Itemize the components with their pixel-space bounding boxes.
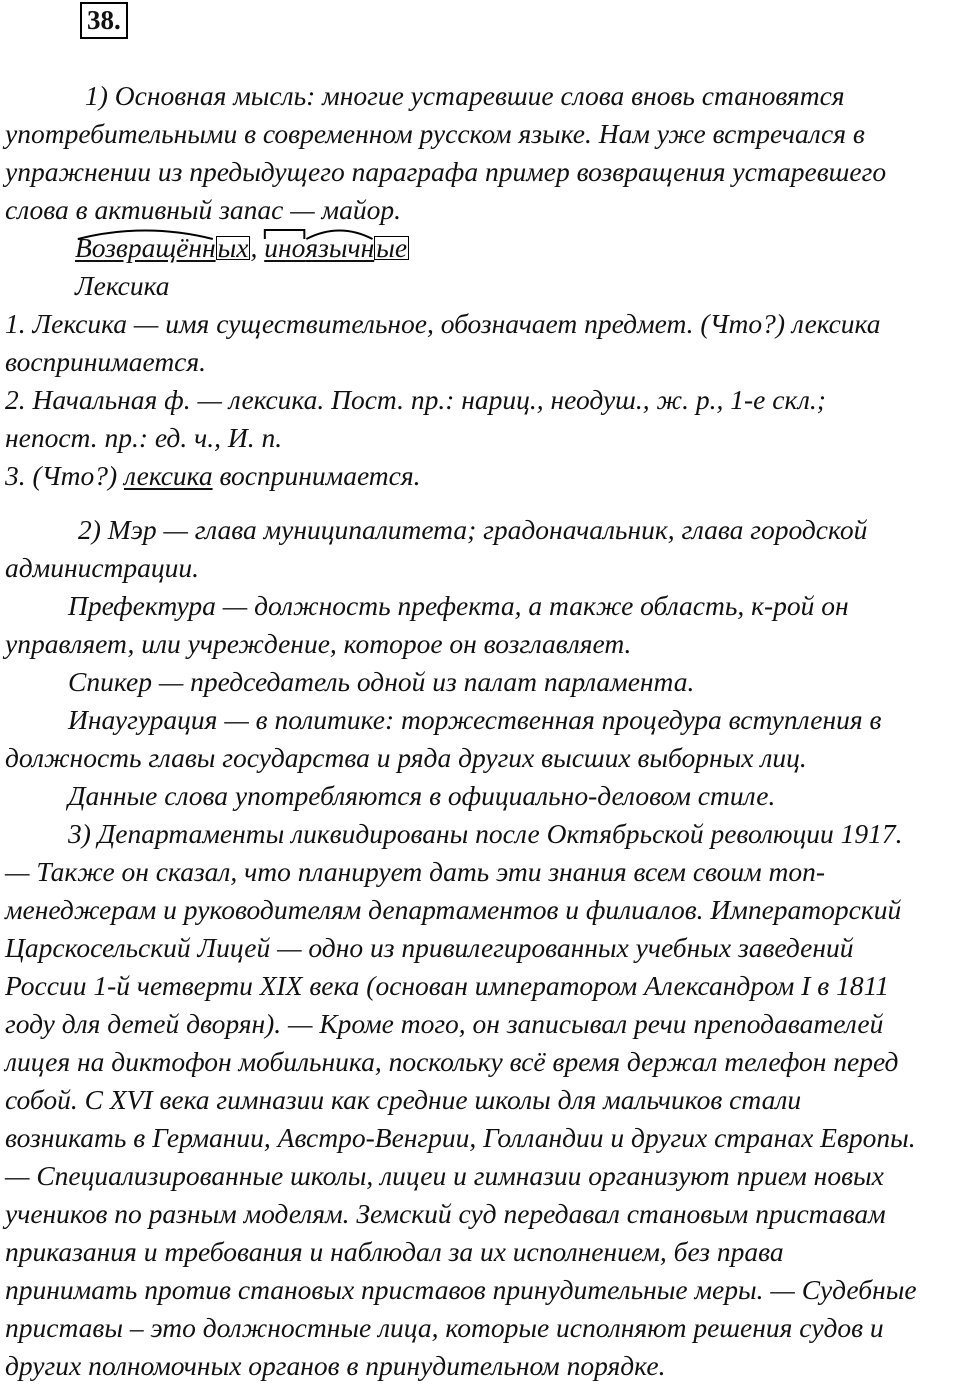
para2-line: Данные слова употребляются в официально-деловом стиле. [68,780,776,811]
analysis-line [5,458,421,494]
para1-line: 1) Основная мысль: многие устаревшие слова вновь становятся [85,80,845,111]
para3-line: России 1-й четверти XIX века (основан императором Александром I в 1811 [5,970,890,1001]
para2-line: администрации. [5,552,200,583]
analysis-subject: лексика [124,460,213,491]
analysis-line: непост. пр.: ед. ч., И. п. [5,422,283,453]
word2-root: язычн [305,230,374,266]
para3-line: приставы – это должностные лица, которые исполняют решения судов и [5,1312,884,1343]
para3-line: Царскосельский Лицей — одно из привилегированных учебных заведений [5,932,854,963]
root-arc-icon [75,228,216,240]
analysis-rest: воспринимается. [212,460,421,491]
para2-line: управляет, или учреждение, которое он возглавляет. [5,628,632,659]
para3-line: 3) Департаменты ликвидированы после Октябрьской революции 1917. [68,818,903,849]
para3-line: лицея на диктофон мобильника, поскольку всё время держал телефон перед [5,1046,899,1077]
para2-line: Префектура — должность префекта, а также область, к-рой он [68,590,849,621]
analysis-prefix: 3. (Что?) [5,460,124,491]
prefix-corner-icon [264,228,305,240]
analysis-word: Лексика [75,270,170,301]
para2-line: должность главы государства и ряда других высших выборных лиц. [5,742,807,773]
para3-line: менеджерам и руководителям департаментов и филиалов. Императорский [5,894,902,925]
word2-prefix: ино [264,230,305,266]
word2-ending-box: ые [376,232,408,263]
para2-line: Инаугурация — в политике: торжественная процедура вступления в [68,704,882,735]
para3-line: собой. С XVI века гимназии как средние школы для мальчиков стали [5,1084,802,1115]
morpheme-analysis [75,230,409,266]
para1-line: употребительными в современном русском языке. Нам уже встречался в [5,118,865,149]
analysis-line: 2. Начальная ф. — лексика. Пост. пр.: нариц., неодуш., ж. р., 1-е скл.; [5,384,826,415]
para3-line: — Специализированные школы, лицеи и гимназии организуют прием новых [5,1160,884,1191]
word1-ending-box: ых [217,232,249,263]
morpheme-separator: , [250,232,265,263]
para1-line: упражнении из предыдущего параграфа пример возвращения устаревшего [5,156,887,187]
para3-line: году для детей дворян). — Кроме того, он записывал речи преподавателей [5,1008,884,1039]
para3-line: возникать в Германии, Австро-Венгрии, Голландии и других странах Европы. [5,1122,916,1153]
para1-line: слова в активный запас — майор. [5,194,401,225]
word1-root: Возвращённ [75,230,216,266]
para3-line: — Также он сказал, что планирует дать эти знания всем своим топ- [5,856,826,887]
para2-line: 2) Мэр — глава муниципалитета; градоначальник, глава городской [78,514,868,545]
para3-line: учеников по разным моделям. Земский суд передавал становым приставам [5,1198,886,1229]
root-arc-icon [305,228,374,240]
para2-line: Спикер — председатель одной из палат парламента. [68,666,695,697]
exercise-number: 38. [80,2,128,39]
para3-line: приказания и требования и наблюдал за их исполнением, без права [5,1236,784,1267]
para3-line: принимать против становых приставов принудительные меры. — Судебные [5,1274,917,1305]
analysis-line: 1. Лексика — имя существительное, обозначает предмет. (Что?) лексика [5,308,881,339]
para3-line: других полномочных органов в принудительном порядке. [5,1350,666,1381]
analysis-line: воспринимается. [5,346,207,377]
